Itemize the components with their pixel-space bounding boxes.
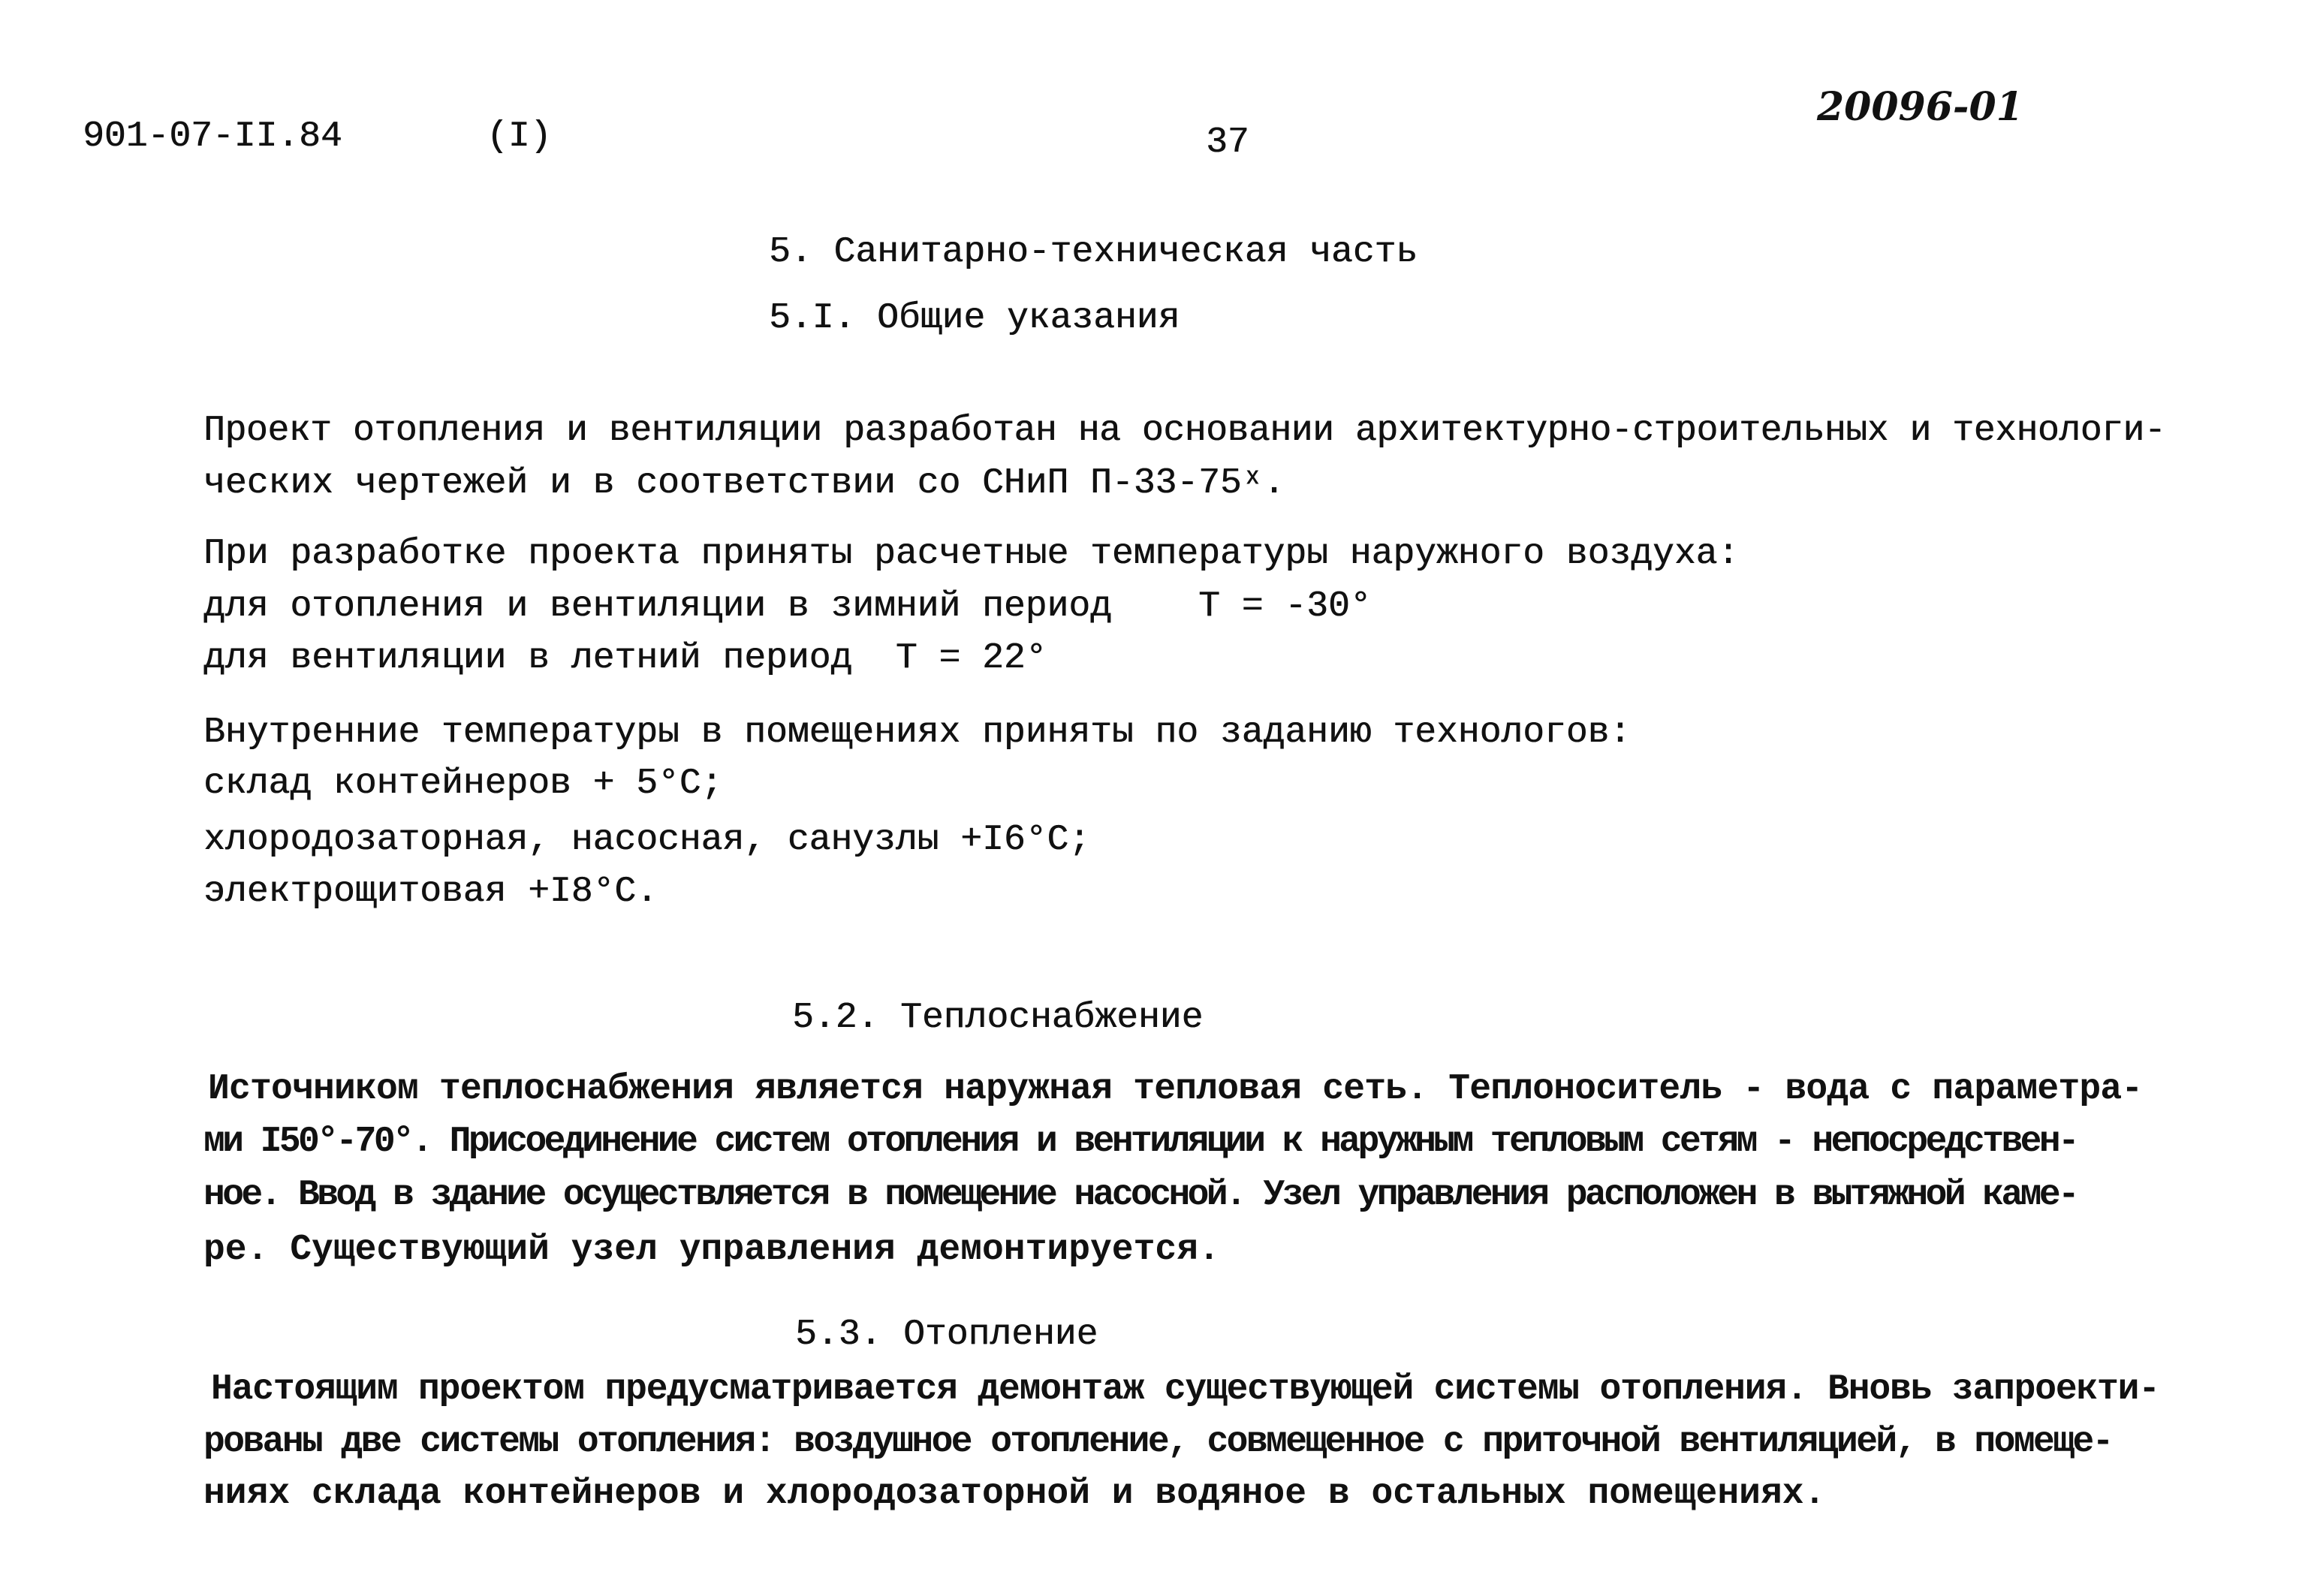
paragraph-line: Внутренние температуры в помещениях приняты по заданию технологов: — [203, 712, 1632, 753]
volume-number: (I) — [487, 116, 552, 157]
paragraph-line: ре. Существующий узел управления демонтируется. — [203, 1230, 1220, 1270]
paragraph-line: При разработке проекта приняты расчетные температуры наружного воздуха: — [203, 534, 1740, 574]
paragraph-line: ниях склада контейнеров и хлородозаторной и водяное в остальных помещениях. — [203, 1474, 1826, 1514]
paragraph-line: для вентиляции в летний период T = 22° — [203, 638, 1047, 679]
paragraph-line: Настоящим проектом предусматривается демонтаж существующей системы отопления. Вновь запроекти- — [211, 1369, 2159, 1410]
section-5-2-title: 5.2. Теплоснабжение — [792, 998, 1204, 1038]
paragraph-line: для отопления и вентиляции в зимний период T = -30° — [203, 586, 1372, 627]
paragraph-line: ное. Ввод в здание осуществляется в помещение насосной. Узел управления расположен в вытяжной каме- — [203, 1175, 2078, 1215]
section-5-3-title: 5.3. Отопление — [795, 1314, 1098, 1355]
paragraph-line: хлородозаторная, насосная, санузлы +I6°C; — [203, 820, 1090, 860]
paragraph-line: ческих чертежей и в соответствии со СНиП П-33-75ˣ. — [203, 463, 1285, 504]
page-number: 37 — [1206, 122, 1249, 163]
section-5-1-title: 5.I. Общие указания — [769, 298, 1180, 339]
paragraph-line: склад контейнеров + 5°C; — [203, 763, 723, 804]
paragraph-line: Проект отопления и вентиляции разработан на основании архитектурно-строительных и технологи- — [203, 411, 2166, 451]
paragraph-line: Источником теплоснабжения является наружная тепловая сеть. Теплоноситель - вода с параметра- — [208, 1069, 2143, 1110]
document-code: 901-07-II.84 — [83, 116, 342, 157]
paragraph-line: ми I50°-70°. Присоединение систем отопления и вентиляции к наружным тепловым сетям - непосредствен- — [203, 1122, 2078, 1162]
paragraph-line: рованы две системы отопления: воздушное отопление, совмещенное с приточной вентиляцией, в помеще- — [203, 1422, 2112, 1462]
section-5-title: 5. Санитарно-техническая часть — [769, 232, 1418, 273]
handwritten-number: 20096-01 — [1817, 84, 2023, 130]
paragraph-line: электрощитовая +I8°C. — [203, 872, 658, 912]
